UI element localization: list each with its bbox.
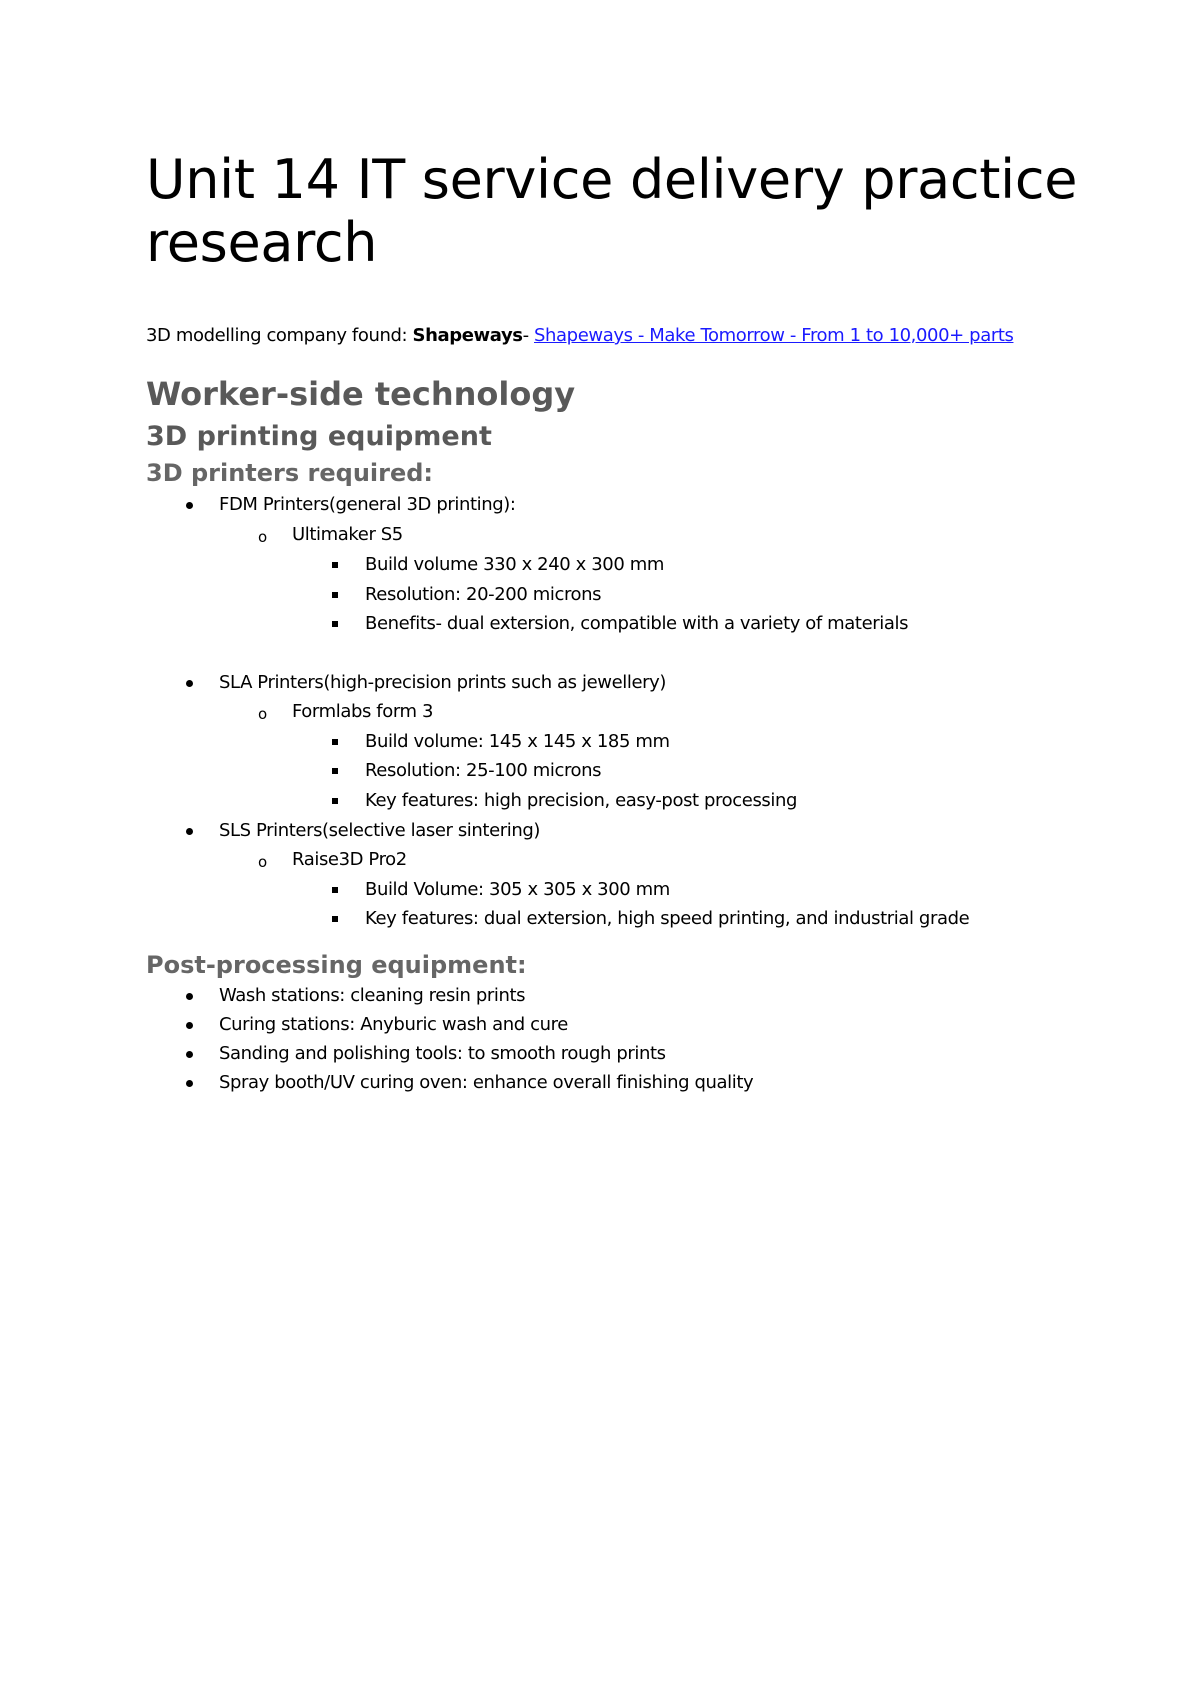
heading-3d-printing-equipment: 3D printing equipment bbox=[146, 421, 492, 452]
list-item-formlabs: Formlabs form 3 bbox=[292, 701, 434, 722]
bullet-disc bbox=[186, 502, 193, 509]
list-item-detail: Build volume 330 x 240 x 300 mm bbox=[365, 554, 664, 575]
company-link[interactable]: Shapeways - Make Tomorrow - From 1 to 10,000+ parts bbox=[534, 325, 1014, 346]
bullet-square bbox=[332, 916, 338, 922]
list-item-detail: Build Volume: 305 x 305 x 300 mm bbox=[365, 879, 670, 900]
list-item-detail: Resolution: 20-200 microns bbox=[365, 584, 602, 605]
bullet-square bbox=[332, 621, 338, 627]
bullet-disc bbox=[186, 993, 193, 1000]
list-item-sla: SLA Printers(high-precision prints such as jewellery) bbox=[219, 672, 667, 693]
list-item-post: Spray booth/UV curing oven: enhance overall finishing quality bbox=[219, 1072, 754, 1093]
list-item-detail: Key features: high precision, easy-post processing bbox=[365, 790, 798, 811]
bullet-square bbox=[332, 592, 338, 598]
bullet-disc bbox=[186, 1022, 193, 1029]
list-item-post: Sanding and polishing tools: to smooth rough prints bbox=[219, 1043, 666, 1064]
list-item-post: Wash stations: cleaning resin prints bbox=[219, 985, 526, 1006]
list-item-raise3d: Raise3D Pro2 bbox=[292, 849, 407, 870]
bullet-square bbox=[332, 798, 338, 804]
bullet-square bbox=[332, 887, 338, 893]
bullet-disc bbox=[186, 1080, 193, 1087]
bullet-square bbox=[332, 562, 338, 568]
list-item-detail: Build volume: 145 x 145 x 185 mm bbox=[365, 731, 670, 752]
bullet-disc bbox=[186, 1051, 193, 1058]
bullet-disc bbox=[186, 828, 193, 835]
bullet-square bbox=[332, 739, 338, 745]
bullet-disc bbox=[186, 680, 193, 687]
list-item-fdm: FDM Printers(general 3D printing): bbox=[219, 494, 516, 515]
bullet-circle: o bbox=[258, 853, 268, 871]
list-item-detail: Resolution: 25-100 microns bbox=[365, 760, 602, 781]
list-item-post: Curing stations: Anyburic wash and cure bbox=[219, 1014, 568, 1035]
list-item-ultimaker: Ultimaker S5 bbox=[292, 524, 403, 545]
list-item-detail: Key features: dual extersion, high speed printing, and industrial grade bbox=[365, 908, 970, 929]
bullet-circle: o bbox=[258, 528, 268, 546]
heading-post-processing: Post-processing equipment: bbox=[146, 951, 527, 979]
company-separator: - bbox=[522, 325, 535, 346]
company-label: 3D modelling company found: bbox=[146, 325, 413, 346]
list-item-detail: Benefits- dual extersion, compatible with a variety of materials bbox=[365, 613, 909, 634]
bullet-circle: o bbox=[258, 705, 268, 723]
heading-worker-side-technology: Worker-side technology bbox=[146, 375, 576, 413]
bullet-square bbox=[332, 768, 338, 774]
company-name: Shapeways bbox=[412, 325, 523, 346]
list-item-sls: SLS Printers(selective laser sintering) bbox=[219, 820, 540, 841]
heading-3d-printers-required: 3D printers required: bbox=[146, 459, 434, 487]
company-line bbox=[146, 324, 1013, 348]
document-title: Unit 14 IT service delivery practice research bbox=[146, 148, 1078, 274]
